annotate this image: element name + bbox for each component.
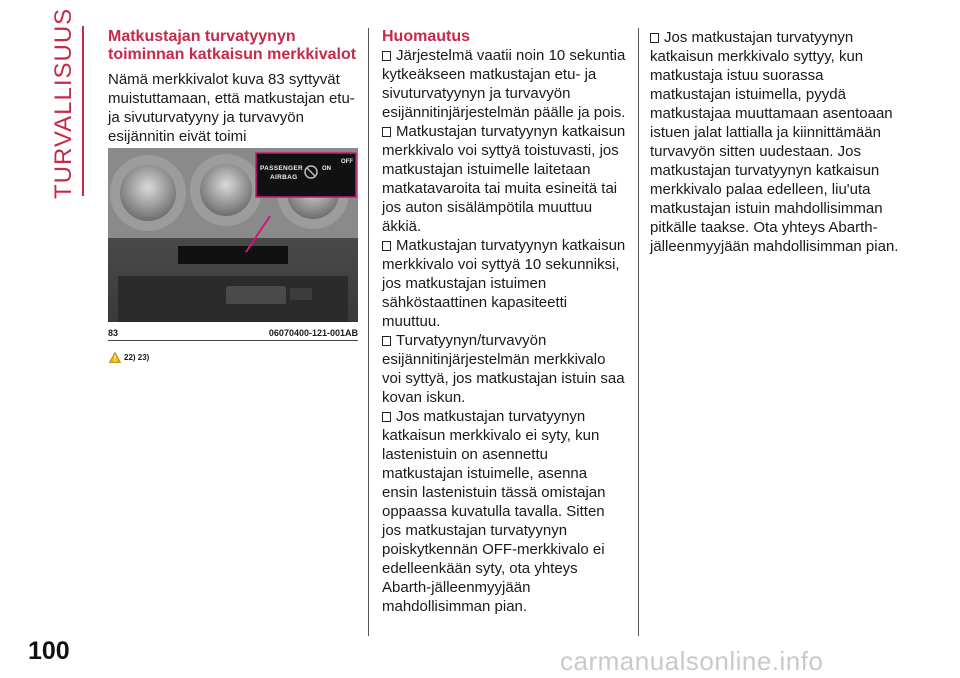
note-item: Järjestelmä vaatii noin 10 sekuntia kytkeäkseen matkustajan etu- ja sivuturvatyynyn ja turvavyön esijännitinjärjestelmän päälle ja pois.: [382, 47, 626, 121]
bullet-box-icon: [650, 33, 659, 43]
indicator-airbag-label: AIRBAG: [270, 174, 298, 181]
figure-rule: [108, 340, 358, 341]
figure-dashboard-photo: [108, 148, 358, 322]
dashboard-image: [108, 148, 358, 322]
indicator-off-label: OFF: [341, 159, 353, 165]
bullet-box-icon: [382, 51, 391, 61]
bullet-box-icon: [382, 412, 391, 422]
intro-paragraph: Nämä merkkivalot kuva 83 syttyvät muistuttamaan, että matkustajan etu- ja sivuturvatyyny ja turvavyön esijännitin eivät toimi: [108, 71, 355, 145]
column-divider-2: [638, 28, 639, 636]
indicator-passenger-label: PASSENGER: [260, 165, 304, 172]
note-item: Jos matkustajan turvatyynyn katkaisun merkkivalo ei syty, kun lastenistuin on asennettu matkustajan istuimelle, asenna ensin lastenistuin tässä omistajan oppaassa kuvatulla tavalla. Sitten jos matkustajan turvatyynyn poiskytkennän OFF-merkkivalo ei edelleenkään syty, ota yhteys Abarth-jälleenmyyjään mahdollisimman pian.: [382, 408, 606, 615]
side-rule: [82, 26, 84, 196]
column-1: [108, 28, 360, 165]
watermark: carmanualsonline.info: [560, 646, 824, 676]
note-item: Jos matkustajan turvatyynyn katkaisun merkkivalo syttyy, kun matkustaja istuu suorassa matkustajan istuimella, pyydä matkustajaa muuttamaan asentoaan istuen jalat lattialla ja kiinnittämään turvavyön sitten uudestaan. Jos matkustajan turvatyynyn katkaisun merkkivalo palaa edelleen, liu'uta matkustajan istuin mahdollisimman pitkälle taakse. Ota yhteys Abarth-jälleenmyyjään mahdollisimman pian.: [650, 29, 899, 255]
indicator-on-label: ON: [322, 166, 331, 172]
note-item: Matkustajan turvatyynyn katkaisun merkkivalo voi syttyä 10 sekunniksi, jos matkustajan istuimen sähköstaattinen kapasiteetti muuttuu.: [382, 237, 626, 330]
figure-number: 83: [108, 328, 119, 338]
warning-triangle-icon: [109, 352, 121, 363]
bullet-box-icon: [382, 241, 391, 251]
warning-reference: 22) 23): [109, 352, 149, 363]
bullet-box-icon: [382, 127, 391, 137]
note-item: Matkustajan turvatyynyn katkaisun merkkivalo voi syttyä toistuvasti, jos matkustajan istuimelle laitetaan matkatavaroita tai muita esineitä tai jos auton sisälämpötila muuttuu äkkiä.: [382, 123, 626, 235]
figure-code: 06070400-121-001AB: [268, 328, 358, 338]
bullet-box-icon: [382, 336, 391, 346]
column-divider-1: [368, 28, 369, 636]
section-heading: Matkustajan turvatyynyn toiminnan katkaisun merkkivalot: [108, 28, 357, 63]
note-heading: Huomautus: [382, 28, 470, 45]
note-item: Turvatyynyn/turvavyön esijännitinjärjestelmän merkkivalo voi syttyä, jos matkustajan istuin saa kovan iskun.: [382, 332, 625, 406]
section-side-label: TURVALLISUUS: [50, 7, 77, 199]
column-3: [650, 28, 902, 256]
column-2: [382, 28, 626, 616]
page-number: 100: [28, 637, 70, 665]
